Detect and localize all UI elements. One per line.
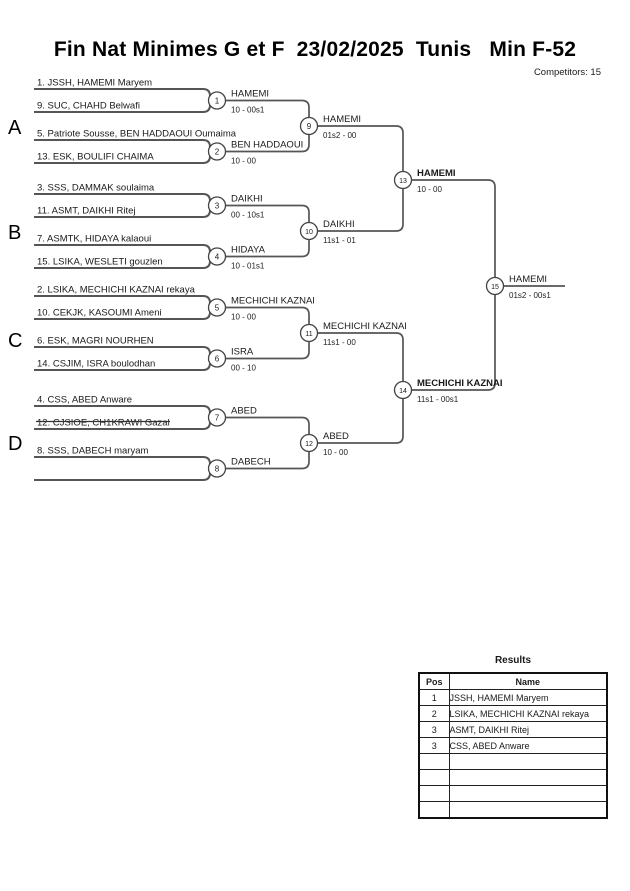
competitor-name: 6. ESK, MAGRI NOURHEN: [37, 335, 154, 347]
competitor-name: 2. LSIKA, MECHICHI KAZNAI rekaya: [37, 284, 195, 296]
results-title: Results: [494, 655, 532, 666]
match-number: 13: [399, 177, 407, 185]
competitor-name: 4. CSS, ABED Anware: [37, 394, 133, 406]
result-pos-empty: [419, 786, 449, 802]
match-number: 11: [305, 330, 313, 338]
results-row-empty: [419, 754, 607, 770]
results-row: [419, 722, 607, 738]
match-score: 11s1 - 00: [323, 338, 356, 347]
match-number: 5: [214, 303, 220, 313]
match-score: 00 - 10: [231, 363, 256, 373]
results-row: [419, 706, 607, 722]
results-header-row: [419, 673, 607, 690]
results-row-empty: [419, 770, 607, 786]
competitor-name: 15. LSIKA, WESLETI gouzlen: [37, 256, 163, 268]
competitor-name: 7. ASMTK, HIDAYA kalaoui: [37, 233, 152, 245]
result-pos-empty: [419, 754, 449, 770]
results-row-empty: [419, 786, 607, 802]
winner-name: DABECH: [231, 456, 271, 468]
winner-name: HIDAYA: [231, 244, 265, 256]
slot-line-15: [34, 457, 210, 469]
winner-name: DAIKHI: [231, 193, 263, 205]
competitor-name: 3. SSS, DAMMAK soulaima: [37, 182, 155, 194]
match-number: 3: [214, 201, 220, 211]
result-name-empty: [449, 802, 607, 819]
result-pos-empty: [419, 802, 449, 819]
winner-name: MECHICHI KAZNAI: [231, 295, 315, 307]
result-name-empty: [449, 754, 607, 770]
results-table: [418, 672, 608, 819]
match-score: 10 - 00: [231, 312, 256, 322]
result-pos: 2: [419, 706, 449, 722]
winner-name: BEN HADDAOUI: [231, 139, 304, 151]
result-name: JSSH, HAMEMI Maryem: [449, 690, 607, 706]
slot-line-9: [34, 296, 210, 308]
result-name: LSIKA, MECHICHI KAZNAI rekaya: [449, 706, 607, 722]
match-score: 01s2 - 00s1: [509, 291, 551, 300]
result-pos-empty: [419, 770, 449, 786]
result-pos: 3: [419, 738, 449, 754]
results-header-name: Name: [449, 673, 607, 690]
result-name-empty: [449, 770, 607, 786]
winner-name: ABED: [231, 405, 257, 417]
winner-name: ISRA: [231, 346, 254, 358]
results-row: [419, 690, 607, 706]
match-number: 2: [214, 147, 220, 157]
finalist-name: HAMEMI: [417, 168, 456, 179]
match-number: 12: [305, 440, 313, 448]
winner-name: ABED: [323, 431, 349, 442]
connector-m14: [412, 286, 496, 390]
match-number: 15: [491, 283, 499, 291]
match-score: 10 - 00: [323, 448, 348, 457]
match-score: 01s2 - 00: [323, 131, 357, 140]
match-number: 6: [214, 354, 220, 364]
match-score: 00 - 10s1: [231, 210, 265, 220]
result-pos: 3: [419, 722, 449, 738]
match-number: 4: [214, 252, 220, 262]
winner-name: MECHICHI KAZNAI: [323, 321, 407, 332]
competitor-name: 9. SUC, CHAHD Belwafi: [37, 100, 140, 112]
competitors-count: Competitors: 15: [533, 67, 601, 78]
winner-name: HAMEMI: [323, 114, 361, 125]
winner-name: DAIKHI: [323, 219, 355, 230]
group-label-d: D: [8, 433, 23, 455]
slot-line-16: [34, 469, 210, 481]
competitor-name: 5. Patriote Sousse, BEN HADDAOUI Oumaima: [37, 128, 237, 140]
group-label-b: B: [8, 222, 22, 244]
slot-line-5: [34, 194, 210, 206]
group-label-c: C: [8, 330, 23, 352]
competitor-name: 14. CSJIM, ISRA boulodhan: [37, 358, 156, 370]
slot-line-7: [34, 245, 210, 257]
match-score: 10 - 00s1: [231, 105, 265, 115]
champion-name: HAMEMI: [509, 274, 547, 285]
match-score: 10 - 01s1: [231, 261, 265, 271]
match-score: 11s1 - 01: [323, 236, 356, 245]
competitor-name-withdrawn: 12. CJSIOE, CH1KRAWI Gazal: [37, 417, 170, 429]
result-name-empty: [449, 786, 607, 802]
connector-m13: [412, 180, 496, 286]
match-number: 7: [214, 413, 220, 423]
slot-line-13: [34, 406, 210, 418]
result-pos: 1: [419, 690, 449, 706]
match-number: 9: [306, 121, 312, 131]
match-number: 14: [399, 387, 407, 395]
page-title: Fin Nat Minimes G et F 23/02/2025 Tunis Min F-52: [53, 38, 577, 61]
group-label-a: A: [8, 117, 22, 139]
results-header-pos: Pos: [419, 673, 449, 690]
winner-name: HAMEMI: [231, 88, 269, 100]
result-name: ASMT, DAIKHI Ritej: [449, 722, 607, 738]
match-score: 10 - 00: [231, 156, 256, 166]
match-score: 11s1 - 00s1: [417, 395, 459, 404]
connector-m7: [226, 418, 310, 444]
result-name: CSS, ABED Anware: [449, 738, 607, 754]
competitor-name: 1. JSSH, HAMEMI Maryem: [37, 77, 153, 89]
slot-line-11: [34, 347, 210, 359]
finalist-name: MECHICHI KAZNAI: [417, 378, 503, 389]
slot-line-3: [34, 140, 210, 152]
slot-line-1: [34, 89, 210, 101]
match-number: 1: [214, 96, 220, 106]
competitor-name: 11. ASMT, DAIKHI Ritej: [37, 205, 136, 217]
match-number: 10: [305, 228, 313, 236]
competitor-name: 10. CEKJK, KASOUMI Ameni: [37, 307, 162, 319]
competitor-name: 13. ESK, BOULIFI CHAIMA: [37, 151, 154, 163]
match-number: 8: [214, 464, 220, 474]
results-section: [418, 655, 608, 819]
competitor-name: 8. SSS, DABECH maryam: [37, 445, 149, 457]
match-score: 10 - 00: [417, 185, 442, 194]
results-row: [419, 738, 607, 754]
results-row-empty: [419, 802, 607, 819]
